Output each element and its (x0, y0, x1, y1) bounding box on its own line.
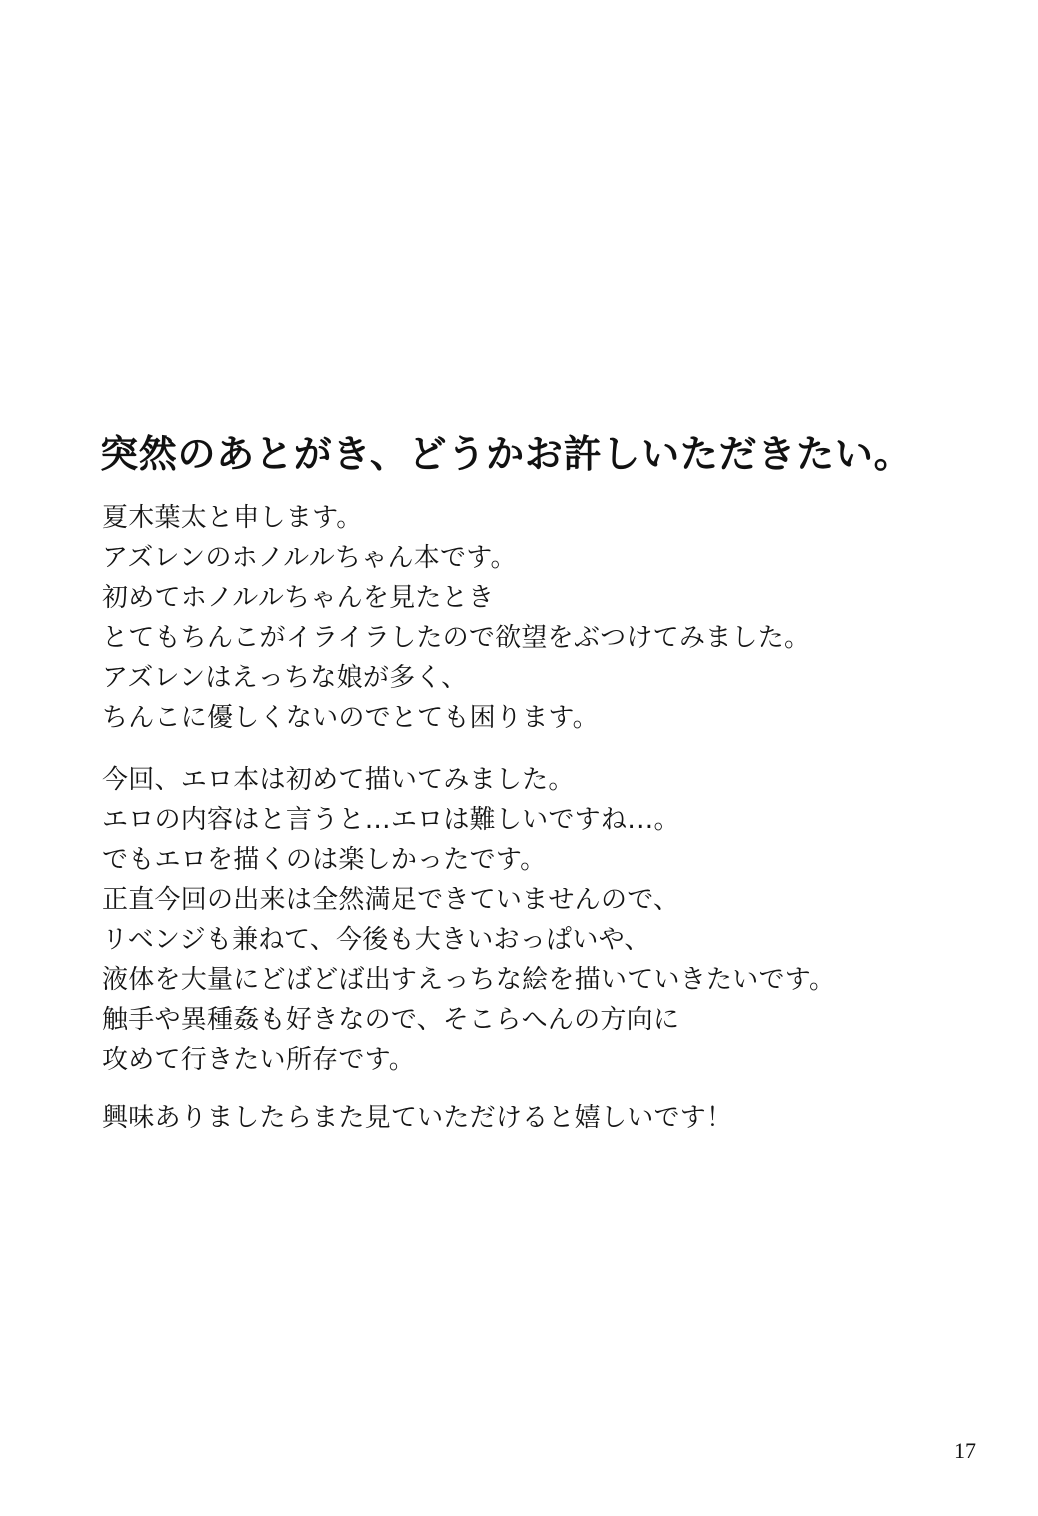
text-line: 触手や異種姦も好きなので、そこらへんの方向に (102, 1005, 680, 1035)
text-line: ちんこに優しくないのでとても困ります。 (102, 703, 599, 733)
text-line: とてもちんこがイライラしたので欲望をぶつけてみました。 (102, 623, 811, 653)
text-line: アズレンはえっちな娘が多く、 (102, 663, 468, 693)
text-line: 今回、エロ本は初めて描いてみました。 (102, 765, 575, 795)
text-line: 正直今回の出来は全然満足できていませんので、 (102, 885, 680, 915)
paragraph-main (102, 760, 835, 1080)
paragraph-intro (102, 498, 810, 738)
text-line: でもエロを描くのは楽しかったです。 (102, 845, 547, 875)
text-line: 液体を大量にどばどば出すえっちな絵を描いていきたいです。 (102, 965, 836, 995)
text-line: アズレンのホノルルちゃん本です。 (102, 543, 517, 573)
paragraph-closing (102, 1098, 732, 1138)
text-line: エロの内容はと言うと…エロは難しいですね…。 (102, 805, 680, 835)
text-line: 夏木葉太と申します。 (102, 503, 363, 533)
text-line: 初めてホノルルちゃんを見たとき (102, 583, 495, 613)
text-line: 攻めて行きたい所存です。 (102, 1045, 416, 1075)
page-title: 突然のあとがき、どうかお許しいただきたい。 (100, 432, 913, 477)
page-number: 17 (954, 1438, 976, 1463)
text-line: リベンジも兼ねて、今後も大きいおっぱいや、 (102, 925, 651, 955)
text-line: 興味ありましたらまた見ていただけると嬉しいです！ (102, 1103, 733, 1133)
